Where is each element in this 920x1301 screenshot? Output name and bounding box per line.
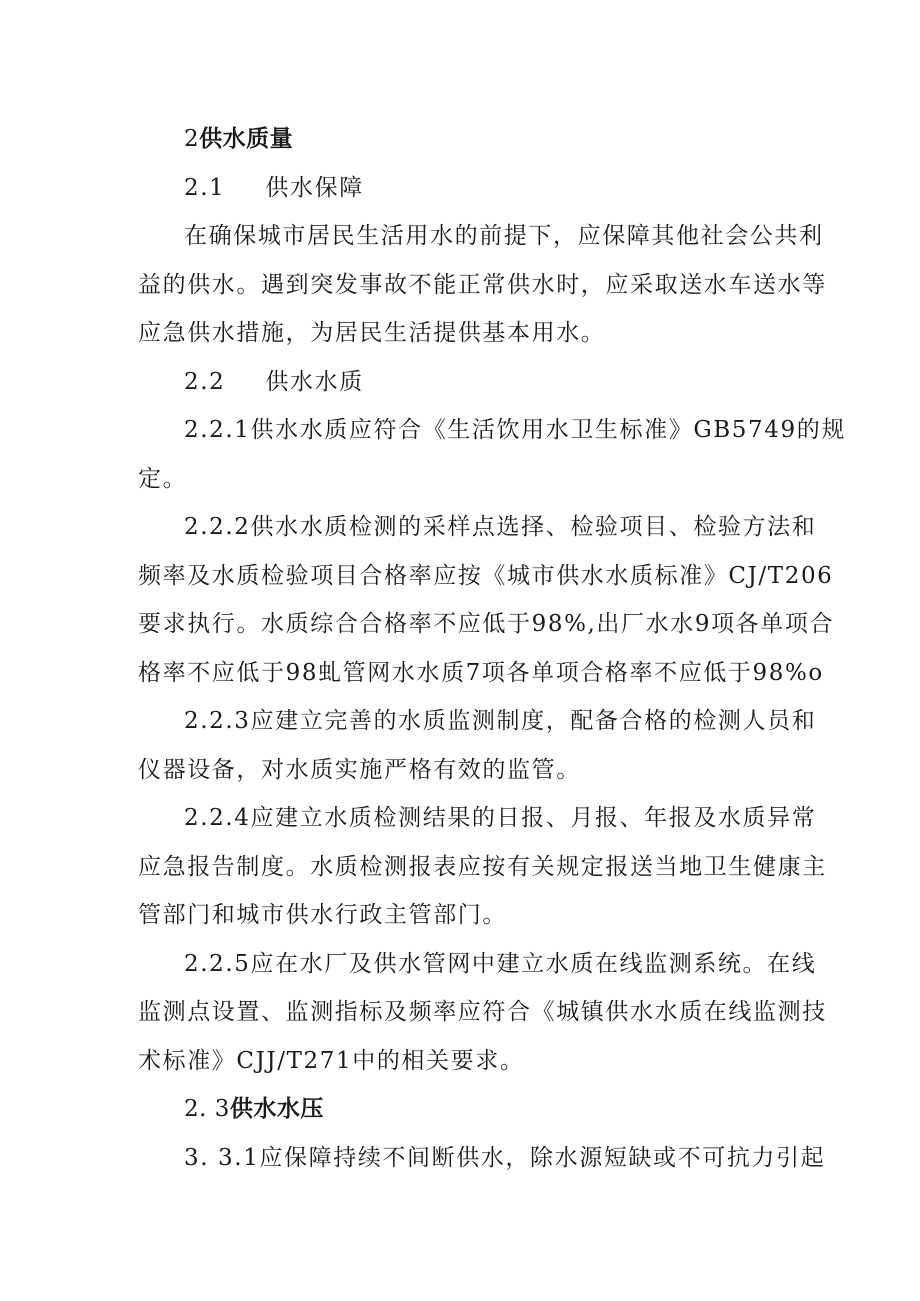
clause-2-2-4-line: 管部门和城市供水行政主管部门。	[138, 902, 507, 928]
subsection-title: 供水水压	[229, 1096, 324, 1122]
clause-2-2-5-line: 监测点设置、监测指标及频率应符合《城镇供水水质在线监测技	[138, 999, 827, 1025]
clause-2-2-4-line: 应急报告制度。水质检测报表应按有关规定报送当地卫生健康主	[138, 854, 827, 880]
subsection-heading-2-3	[184, 1094, 844, 1124]
subsection-number: 2.2	[184, 369, 226, 395]
paragraph-line: 应急供水措施，为居民生活提供基本用水。	[138, 320, 606, 346]
clause-2-2-3-line: 2.2.3应建立完善的水质监测制度，配备合格的检测人员和	[184, 708, 817, 734]
subsection-number: 2.1	[184, 175, 226, 201]
clause-2-2-5-line: 术标准》CJJ/T271中的相关要求。	[138, 1048, 525, 1074]
paragraph-line: 益的供水。遇到突发事故不能正常供水时，应采取送水车送水等	[138, 272, 827, 298]
clause-2-2-1-line: 定。	[138, 466, 188, 492]
subsection-heading-2-2	[184, 367, 844, 397]
clause-2-2-3-line: 仪器设备，对水质实施严格有效的监管。	[138, 757, 581, 783]
paragraph-line: 在确保城市居民生活用水的前提下，应保障其他社会公共利	[184, 223, 824, 249]
subsection-number: 2. 3	[184, 1096, 230, 1122]
section-title: 供水质量	[199, 126, 294, 152]
section-heading	[184, 124, 844, 154]
clause-2-2-2-line: 格率不应低于98虬管网水水质7项各单项合格率不应低于98%o	[138, 660, 824, 686]
clause-2-2-2-line: 频率及水质检验项目合格率应按《城市供水水质标准》CJ/T206	[138, 563, 834, 589]
clause-2-2-5-line: 2.2.5应在水厂及供水管网中建立水质在线监测系统。在线	[184, 951, 817, 977]
subsection-title: 供水保障	[265, 175, 364, 201]
subsection-title: 供水水质	[265, 369, 364, 395]
clause-3-3-1-line: 3. 3.1应保障持续不间断供水，除水源短缺或不可抗力引起	[184, 1145, 826, 1171]
clause-2-2-2-line: 2.2.2供水水质检测的采样点选择、检验项目、检验方法和	[184, 514, 817, 540]
subsection-heading-2-1	[184, 173, 844, 203]
clause-2-2-1-line: 2.2.1供水水质应符合《生活饮用水卫生标准》GB5749的规	[184, 417, 846, 443]
section-number: 2	[184, 126, 200, 152]
clause-2-2-2-line: 要求执行。水质综合合格率不应低于98%,出厂水水9项各单项合	[138, 611, 835, 637]
clause-2-2-4-line: 2.2.4应建立水质检测结果的日报、月报、年报及水质异常	[184, 805, 817, 831]
